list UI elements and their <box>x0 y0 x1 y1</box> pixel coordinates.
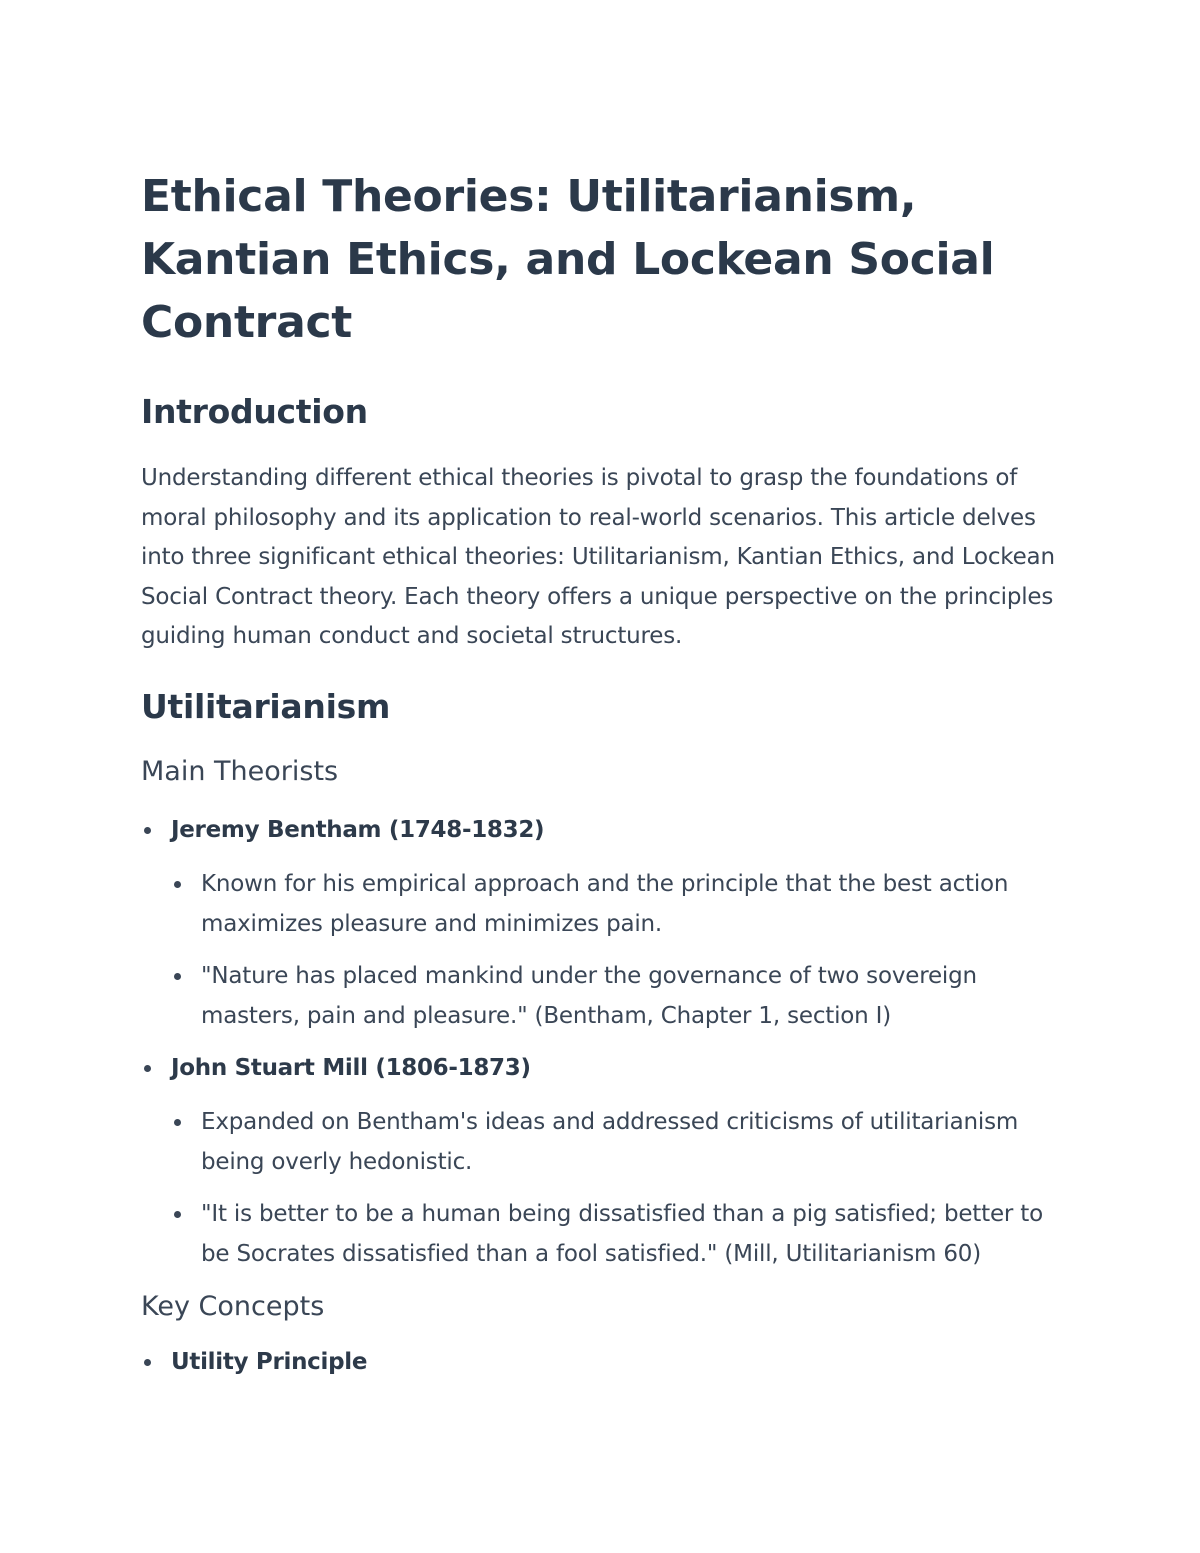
document-page <box>141 165 1071 1392</box>
bullet-icon <box>144 1359 151 1366</box>
theorists-list <box>141 810 1071 1274</box>
bullet-icon <box>174 973 181 980</box>
list-item <box>171 864 1071 944</box>
list-item <box>171 956 1071 1036</box>
theorist-item-mill <box>141 1048 1071 1274</box>
document-title: Ethical Theories: Utilitarianism, Kantian Ethics, and Lockean Social Contract <box>141 171 995 348</box>
concept-item-utility-principle <box>141 1342 1071 1382</box>
bullet-icon <box>174 1211 181 1218</box>
heading-main-theorists: Main Theorists <box>141 755 339 787</box>
point-text: "It is better to be a human being dissatisfied than a pig satisfied; better to be Socrates dissatisfied than a fool satisfied." (Mill, Utilitarianism 60) <box>201 1200 1043 1267</box>
concept-name: Utility Principle <box>171 1348 368 1375</box>
bullet-icon <box>144 1065 151 1072</box>
heading-key-concepts: Key Concepts <box>141 1290 325 1322</box>
theorist-item-bentham <box>141 810 1071 1036</box>
bullet-icon <box>174 881 181 888</box>
intro-paragraph: Understanding different ethical theories is pivotal to grasp the foundations of moral philosophy and its application to real-world scenarios. This article delves into three significant ethical theories: Utilitarianism, Kantian Ethics, and Lockean Social Contract theory. Each theory offers a unique perspective on the principles guiding human conduct and societal structures. <box>141 465 1055 650</box>
heading-utilitarianism: Utilitarianism <box>141 686 391 726</box>
theorist-points <box>171 864 1071 1036</box>
theorist-points <box>171 1102 1071 1274</box>
concepts-list <box>141 1342 1071 1382</box>
list-item <box>171 1194 1071 1274</box>
list-item <box>171 1102 1071 1182</box>
theorist-name: John Stuart Mill (1806-1873) <box>171 1054 531 1081</box>
theorist-name: Jeremy Bentham (1748-1832) <box>171 816 545 843</box>
bullet-icon <box>174 1119 181 1126</box>
point-text: Expanded on Bentham's ideas and addressed criticisms of utilitarianism being overly hedonistic. <box>201 1108 1019 1175</box>
point-text: "Nature has placed mankind under the governance of two sovereign masters, pain and pleasure." (Bentham, Chapter 1, section I) <box>201 962 977 1029</box>
bullet-icon <box>144 827 151 834</box>
point-text: Known for his empirical approach and the principle that the best action maximizes pleasure and minimizes pain. <box>201 870 1009 937</box>
heading-introduction: Introduction <box>141 392 368 431</box>
